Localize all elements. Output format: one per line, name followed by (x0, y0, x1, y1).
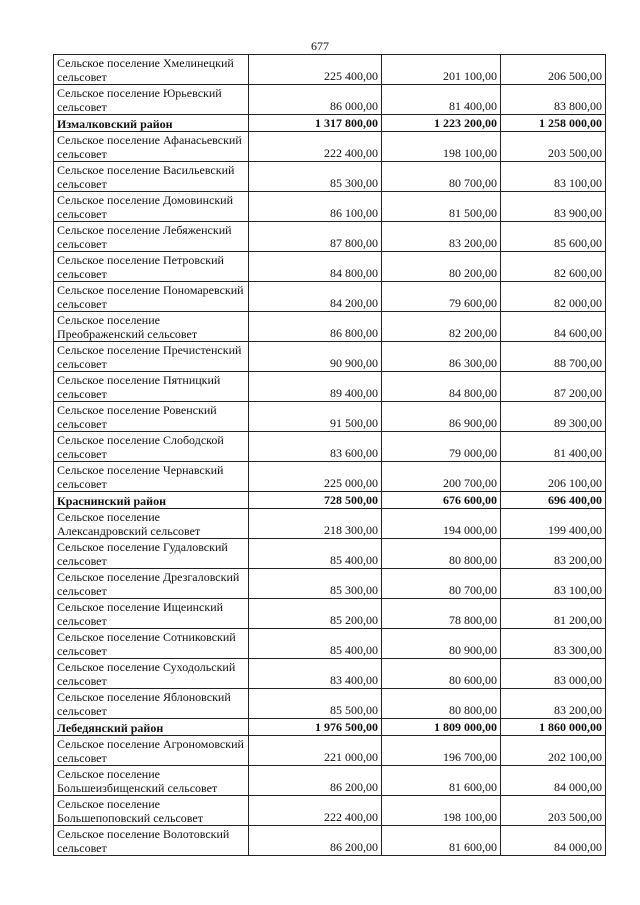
amount-cell-3: 82 000,00 (501, 282, 606, 312)
amount-cell-1: 221 000,00 (249, 736, 382, 766)
amount-cell-1: 222 400,00 (249, 132, 382, 162)
settlement-row (54, 402, 606, 432)
settlement-row (54, 85, 606, 115)
amount-cell-1: 728 500,00 (249, 492, 382, 509)
amount-cell-3: 83 100,00 (501, 569, 606, 599)
amount-cell-3: 89 300,00 (501, 402, 606, 432)
settlement-row (54, 342, 606, 372)
settlement-row (54, 689, 606, 719)
amount-cell-2: 81 400,00 (382, 85, 501, 115)
amount-cell-2: 1 809 000,00 (382, 719, 501, 736)
settlement-row (54, 766, 606, 796)
row-name-cell: Сельское поселение Пречистенский сельсовет (54, 342, 249, 372)
amount-cell-1: 225 400,00 (249, 55, 382, 85)
amount-cell-2: 196 700,00 (382, 736, 501, 766)
row-name-cell: Сельское поселение Преображенский сельсовет (54, 312, 249, 342)
settlement-row (54, 736, 606, 766)
amount-cell-1: 86 200,00 (249, 766, 382, 796)
amount-cell-2: 676 600,00 (382, 492, 501, 509)
amount-cell-1: 85 400,00 (249, 539, 382, 569)
row-name-cell: Сельское поселение Александровский сельсовет (54, 509, 249, 539)
amount-cell-3: 81 400,00 (501, 432, 606, 462)
row-name-cell: Сельское поселение Лебяженский сельсовет (54, 222, 249, 252)
row-name-cell: Сельское поселение Ровенский сельсовет (54, 402, 249, 432)
row-name-cell: Сельское поселение Большепоповский сельсовет (54, 796, 249, 826)
amount-cell-3: 206 500,00 (501, 55, 606, 85)
settlement-row (54, 826, 606, 856)
amount-cell-2: 80 600,00 (382, 659, 501, 689)
amount-cell-1: 85 200,00 (249, 599, 382, 629)
budget-table (53, 54, 606, 856)
row-name-cell: Сельское поселение Волотовский сельсовет (54, 826, 249, 856)
amount-cell-2: 84 800,00 (382, 372, 501, 402)
settlement-row (54, 539, 606, 569)
row-name-cell: Сельское поселение Ищеинский сельсовет (54, 599, 249, 629)
amount-cell-1: 83 400,00 (249, 659, 382, 689)
row-name-cell: Сельское поселение Агрономовский сельсовет (54, 736, 249, 766)
amount-cell-1: 87 800,00 (249, 222, 382, 252)
settlement-row (54, 569, 606, 599)
district-total-row (54, 719, 606, 736)
settlement-row (54, 222, 606, 252)
row-name-cell: Сельское поселение Суходольский сельсовет (54, 659, 249, 689)
amount-cell-3: 203 500,00 (501, 796, 606, 826)
amount-cell-3: 1 860 000,00 (501, 719, 606, 736)
amount-cell-2: 86 300,00 (382, 342, 501, 372)
row-name-cell: Сельское поселение Большеизбищенский сельсовет (54, 766, 249, 796)
settlement-row (54, 629, 606, 659)
amount-cell-2: 81 600,00 (382, 766, 501, 796)
row-name-cell: Сельское поселение Хмелинецкий сельсовет (54, 55, 249, 85)
settlement-row (54, 282, 606, 312)
amount-cell-1: 91 500,00 (249, 402, 382, 432)
amount-cell-1: 90 900,00 (249, 342, 382, 372)
amount-cell-1: 85 400,00 (249, 629, 382, 659)
amount-cell-2: 80 700,00 (382, 162, 501, 192)
amount-cell-2: 79 000,00 (382, 432, 501, 462)
amount-cell-1: 86 000,00 (249, 85, 382, 115)
amount-cell-2: 82 200,00 (382, 312, 501, 342)
settlement-row (54, 432, 606, 462)
row-name-cell: Измалковский район (54, 115, 249, 132)
amount-cell-3: 85 600,00 (501, 222, 606, 252)
amount-cell-2: 79 600,00 (382, 282, 501, 312)
settlement-row (54, 192, 606, 222)
row-name-cell: Сельское поселение Петровский сельсовет (54, 252, 249, 282)
row-name-cell: Сельское поселение Слободской сельсовет (54, 432, 249, 462)
settlement-row (54, 312, 606, 342)
settlement-row (54, 509, 606, 539)
amount-cell-3: 83 000,00 (501, 659, 606, 689)
settlement-row (54, 372, 606, 402)
amount-cell-1: 84 800,00 (249, 252, 382, 282)
amount-cell-3: 83 300,00 (501, 629, 606, 659)
row-name-cell: Сельское поселение Афанасьевский сельсовет (54, 132, 249, 162)
amount-cell-3: 83 200,00 (501, 539, 606, 569)
amount-cell-3: 83 100,00 (501, 162, 606, 192)
amount-cell-2: 80 200,00 (382, 252, 501, 282)
amount-cell-2: 198 100,00 (382, 132, 501, 162)
amount-cell-1: 1 976 500,00 (249, 719, 382, 736)
amount-cell-1: 84 200,00 (249, 282, 382, 312)
amount-cell-1: 86 100,00 (249, 192, 382, 222)
row-name-cell: Сельское поселение Чернавский сельсовет (54, 462, 249, 492)
settlement-row (54, 55, 606, 85)
amount-cell-3: 83 900,00 (501, 192, 606, 222)
amount-cell-2: 80 900,00 (382, 629, 501, 659)
amount-cell-2: 200 700,00 (382, 462, 501, 492)
row-name-cell: Сельское поселение Сотниковский сельсовет (54, 629, 249, 659)
amount-cell-2: 80 700,00 (382, 569, 501, 599)
amount-cell-3: 199 400,00 (501, 509, 606, 539)
amount-cell-2: 83 200,00 (382, 222, 501, 252)
settlement-row (54, 462, 606, 492)
budget-table-body (54, 55, 606, 856)
district-total-row (54, 115, 606, 132)
row-name-cell: Лебедянский район (54, 719, 249, 736)
amount-cell-2: 80 800,00 (382, 689, 501, 719)
amount-cell-3: 87 200,00 (501, 372, 606, 402)
amount-cell-2: 80 800,00 (382, 539, 501, 569)
amount-cell-3: 1 258 000,00 (501, 115, 606, 132)
amount-cell-1: 85 300,00 (249, 162, 382, 192)
amount-cell-3: 696 400,00 (501, 492, 606, 509)
amount-cell-1: 1 317 800,00 (249, 115, 382, 132)
amount-cell-3: 202 100,00 (501, 736, 606, 766)
row-name-cell: Сельское поселение Пономаревский сельсовет (54, 282, 249, 312)
amount-cell-3: 84 000,00 (501, 826, 606, 856)
amount-cell-1: 86 800,00 (249, 312, 382, 342)
amount-cell-3: 88 700,00 (501, 342, 606, 372)
settlement-row (54, 132, 606, 162)
amount-cell-2: 201 100,00 (382, 55, 501, 85)
settlement-row (54, 796, 606, 826)
amount-cell-3: 83 800,00 (501, 85, 606, 115)
page-number: 677 (311, 39, 329, 53)
amount-cell-2: 81 500,00 (382, 192, 501, 222)
amount-cell-3: 206 100,00 (501, 462, 606, 492)
row-name-cell: Сельское поселение Домовинский сельсовет (54, 192, 249, 222)
amount-cell-1: 83 600,00 (249, 432, 382, 462)
amount-cell-2: 78 800,00 (382, 599, 501, 629)
amount-cell-3: 83 200,00 (501, 689, 606, 719)
amount-cell-2: 81 600,00 (382, 826, 501, 856)
row-name-cell: Краснинский район (54, 492, 249, 509)
row-name-cell: Сельское поселение Васильевский сельсовет (54, 162, 249, 192)
settlement-row (54, 659, 606, 689)
amount-cell-1: 85 500,00 (249, 689, 382, 719)
amount-cell-3: 84 000,00 (501, 766, 606, 796)
amount-cell-1: 218 300,00 (249, 509, 382, 539)
amount-cell-1: 225 000,00 (249, 462, 382, 492)
amount-cell-2: 194 000,00 (382, 509, 501, 539)
row-name-cell: Сельское поселение Гудаловский сельсовет (54, 539, 249, 569)
settlement-row (54, 252, 606, 282)
row-name-cell: Сельское поселение Пятницкий сельсовет (54, 372, 249, 402)
district-total-row (54, 492, 606, 509)
amount-cell-1: 86 200,00 (249, 826, 382, 856)
amount-cell-2: 1 223 200,00 (382, 115, 501, 132)
amount-cell-1: 89 400,00 (249, 372, 382, 402)
amount-cell-3: 84 600,00 (501, 312, 606, 342)
settlement-row (54, 599, 606, 629)
amount-cell-2: 198 100,00 (382, 796, 501, 826)
amount-cell-3: 203 500,00 (501, 132, 606, 162)
amount-cell-3: 82 600,00 (501, 252, 606, 282)
settlement-row (54, 162, 606, 192)
amount-cell-2: 86 900,00 (382, 402, 501, 432)
row-name-cell: Сельское поселение Дрезгаловский сельсовет (54, 569, 249, 599)
row-name-cell: Сельское поселение Юрьевский сельсовет (54, 85, 249, 115)
amount-cell-3: 81 200,00 (501, 599, 606, 629)
amount-cell-1: 85 300,00 (249, 569, 382, 599)
row-name-cell: Сельское поселение Яблоновский сельсовет (54, 689, 249, 719)
amount-cell-1: 222 400,00 (249, 796, 382, 826)
